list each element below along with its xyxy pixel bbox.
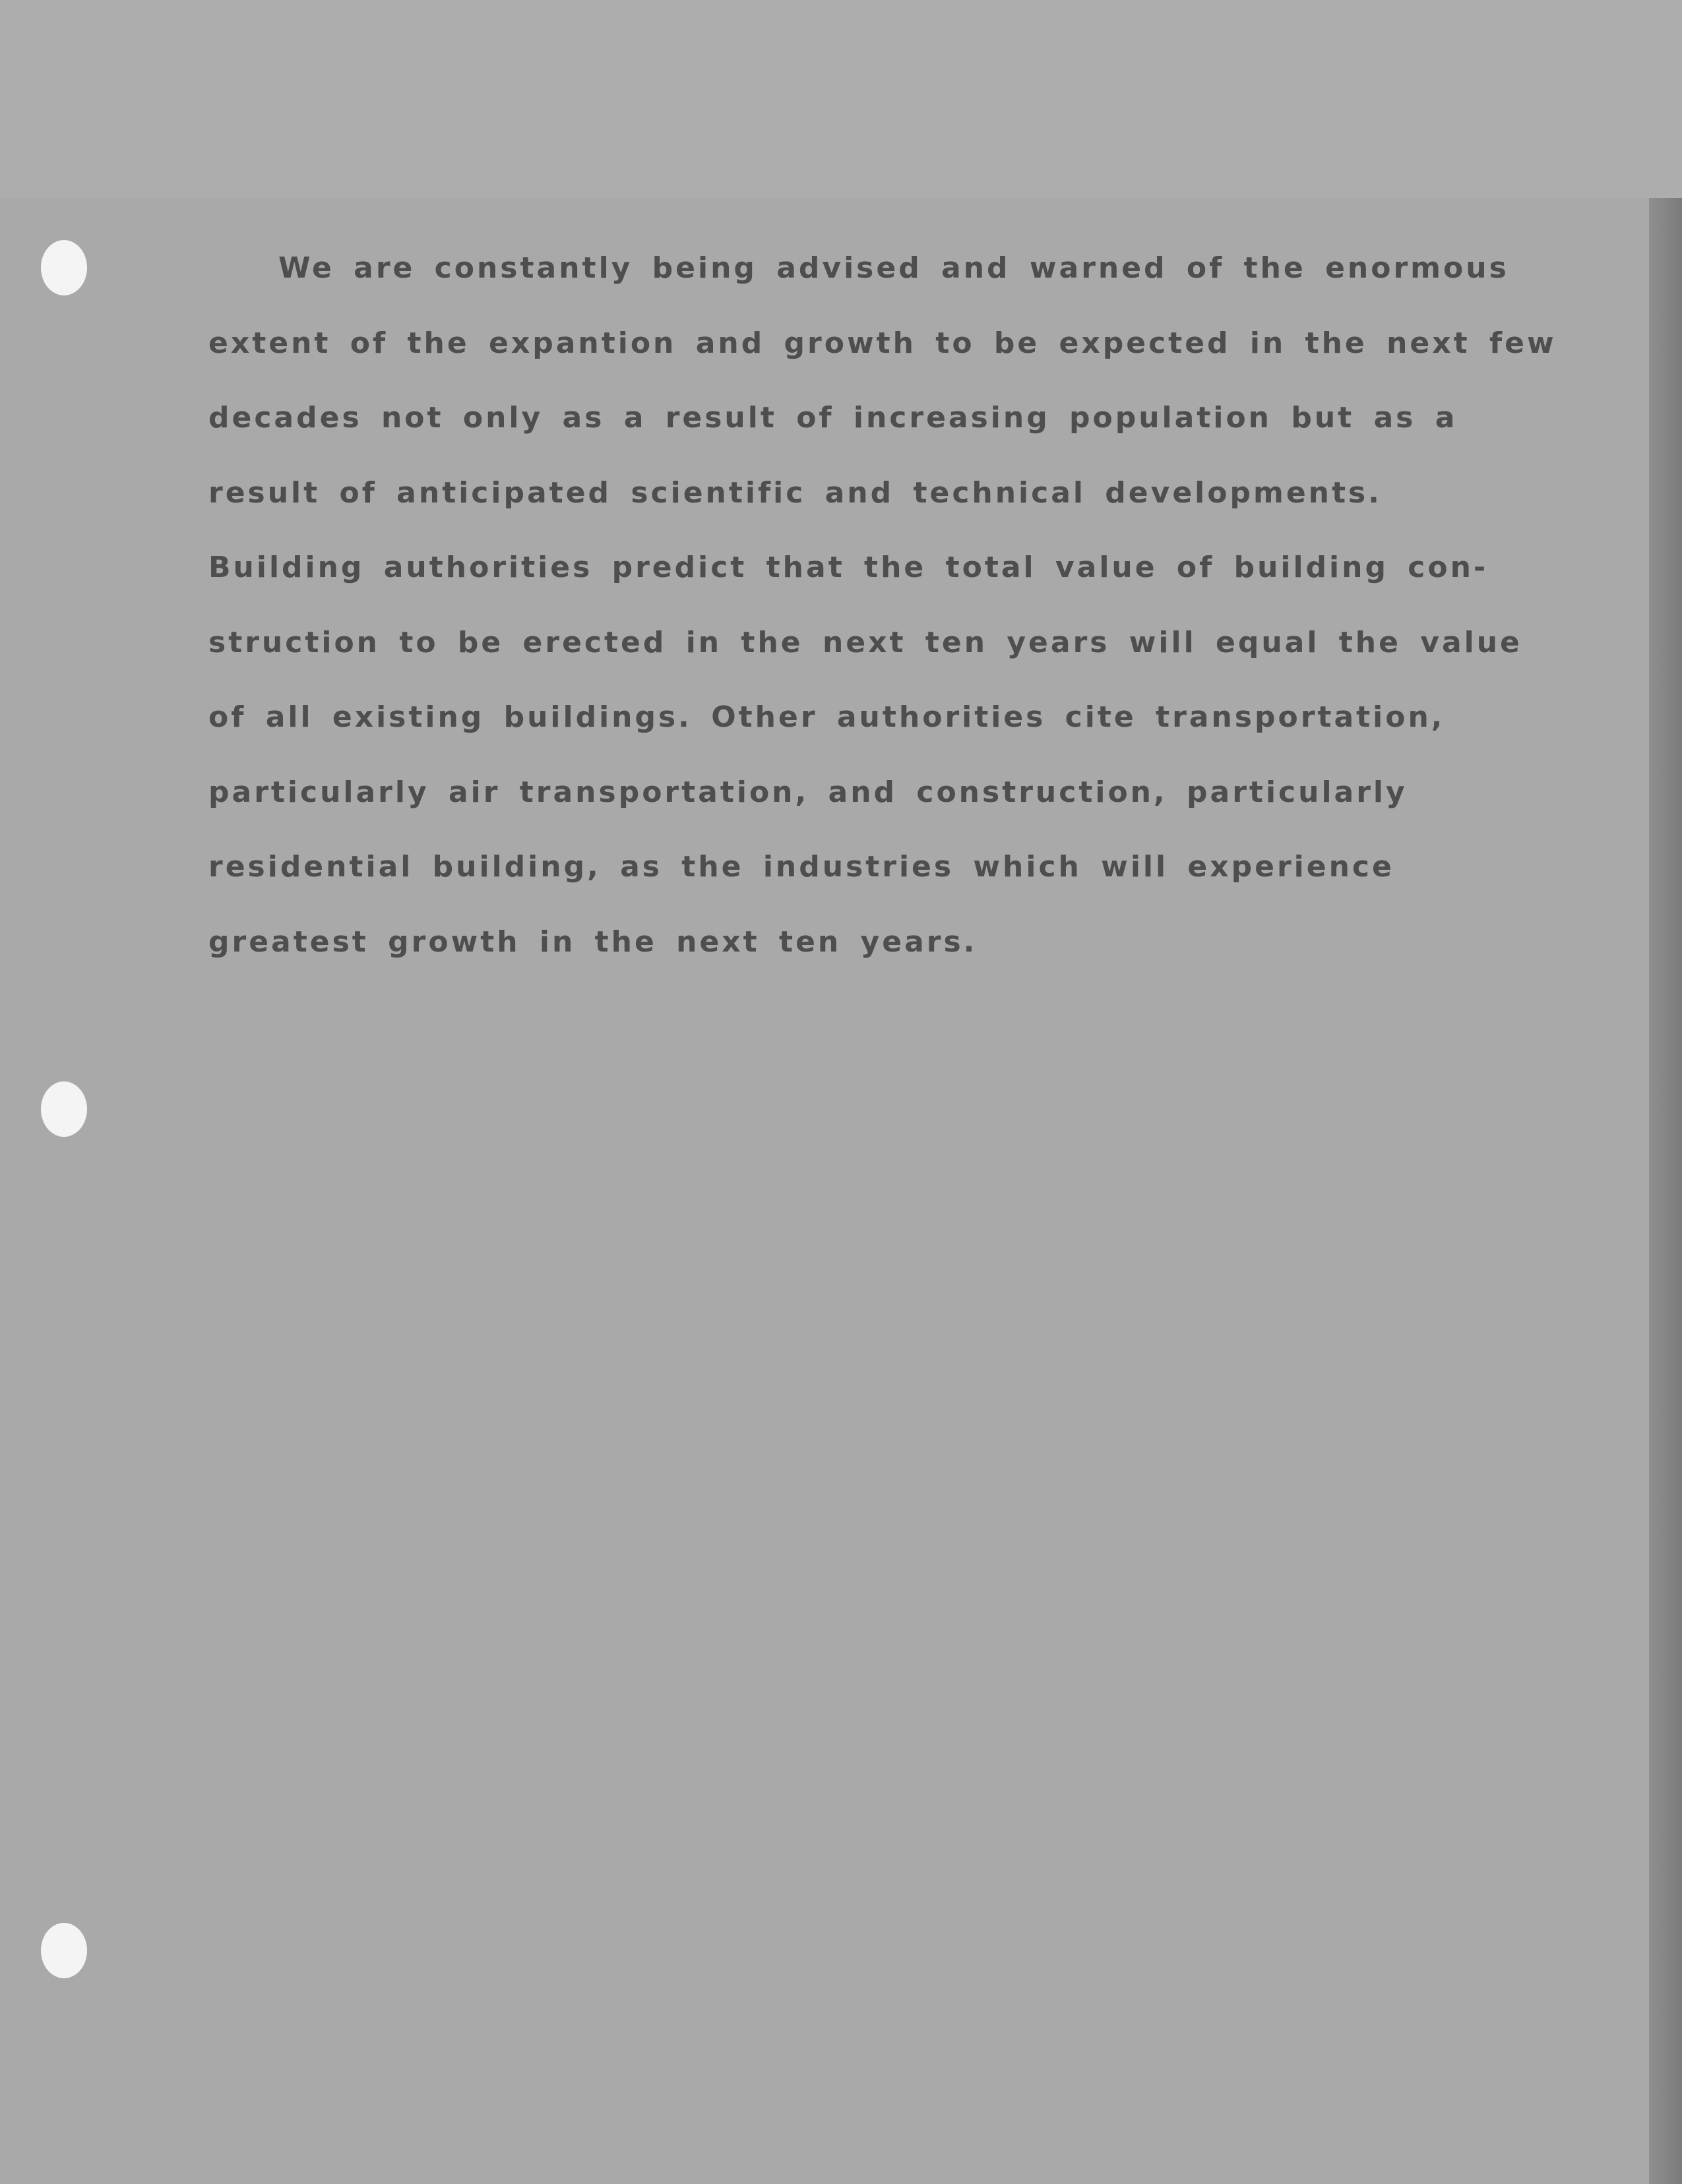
paragraph-line: of all existing buildings. Other authorities cite transportation, bbox=[208, 700, 1445, 734]
paragraph-line: result of anticipated scientific and technical developments. bbox=[208, 475, 1382, 510]
paragraph-line: residential building, as the industries which will experience bbox=[208, 850, 1394, 884]
page-right-edge-shadow bbox=[1649, 198, 1682, 2184]
binder-hole-bottom bbox=[41, 1923, 87, 1978]
binder-hole-middle bbox=[41, 1081, 87, 1137]
page-top-shading bbox=[0, 0, 1682, 198]
paragraph-line: Building authorities predict that the total value of building con- bbox=[208, 551, 1489, 584]
paragraph-line: greatest growth in the next ten years. bbox=[208, 925, 978, 959]
paragraph-line: particularly air transportation, and construction, particularly bbox=[208, 775, 1408, 809]
paragraph-line: extent of the expantion and growth to be expected in the next few bbox=[208, 326, 1557, 360]
paragraph-line: We are constantly being advised and warned of the enormous bbox=[278, 251, 1509, 285]
body-paragraph bbox=[208, 231, 1557, 979]
binder-hole-top bbox=[41, 240, 87, 295]
paragraph-line: decades not only as a result of increasing population but as a bbox=[208, 401, 1458, 435]
paragraph-line: struction to be erected in the next ten years will equal the value bbox=[208, 625, 1522, 659]
